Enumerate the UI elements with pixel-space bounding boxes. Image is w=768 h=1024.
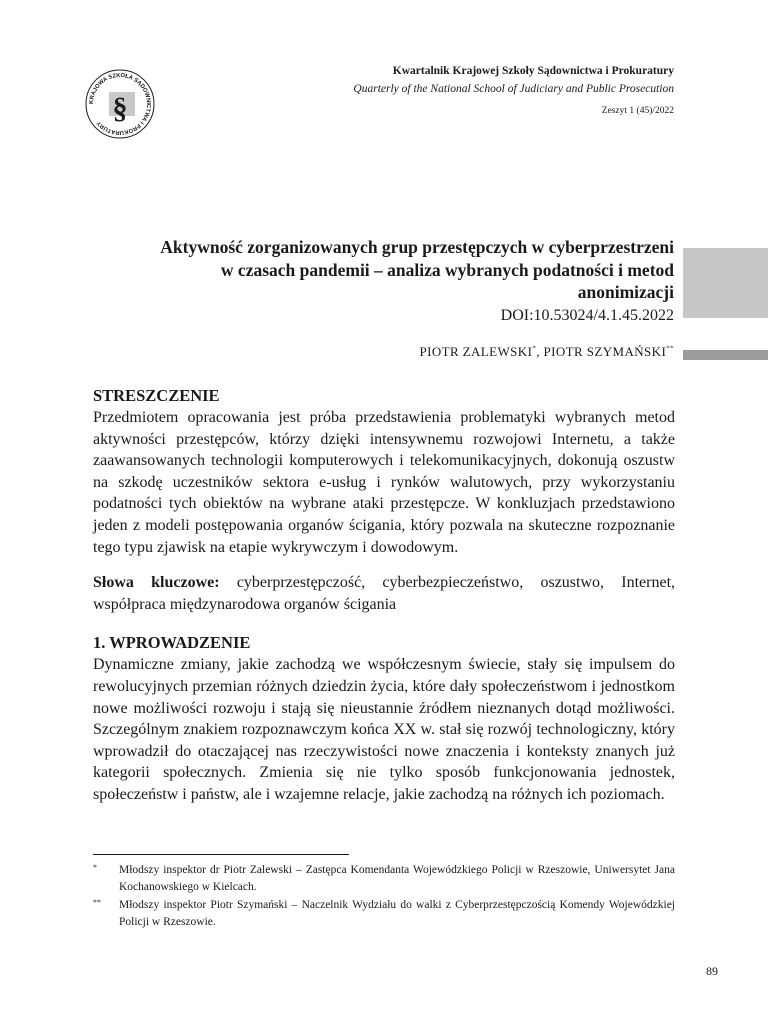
- seal-icon: [84, 68, 156, 140]
- side-tab-block: [683, 248, 768, 318]
- title-line: Aktywność zorganizowanych grup przestępczych w cyberprzestrzeni: [160, 237, 674, 257]
- footnote-rule: [93, 854, 349, 855]
- author-name: PIOTR ZALEWSKI: [419, 344, 533, 359]
- footnote: [93, 862, 675, 896]
- side-tab-line: [683, 350, 768, 360]
- footnotes: [93, 862, 675, 932]
- abstract-text: Przedmiotem opracowania jest próba przedstawienia problematyki wybranych metod aktywności przestępców, którzy dzięki intensywnemu rozwojowi Internetu, a także zaawansowanych technologii komputerowych i telekomunikacyjnych, dokonują oszustw na szkodę uczestników sektora e-usług i rynków walutowych, przy wykorzystaniu podatności tych obiektów na wybrane ataki przestępcze. W konkluzjach przedstawiono jeden z modeli postępowania organów ścigania, który pozwala na skuteczne rozpoznanie tego typu zjawisk na etapie wykrywczym i dowodowym.: [93, 409, 675, 556]
- author-name: PIOTR SZYMAŃSKI: [543, 344, 667, 359]
- footnote-mark: *: [93, 863, 97, 872]
- paragraph-symbol: §: [112, 92, 128, 125]
- doi: DOI:10.53024/4.1.45.2022: [500, 306, 674, 324]
- authors: [419, 344, 674, 360]
- journal-header: [353, 62, 674, 118]
- abstract-heading: STRESZCZENIE: [93, 386, 220, 405]
- page-number: 89: [706, 964, 718, 978]
- section-heading: 1. WPROWADZENIE: [93, 633, 251, 653]
- journal-logo: [84, 68, 156, 140]
- journal-title-polish: Kwartalnik Krajowej Szkoły Sądownictwa i Prokuratury: [392, 65, 674, 77]
- article-body: [93, 385, 675, 806]
- footnote-mark: **: [93, 898, 101, 907]
- article-title: [74, 236, 674, 304]
- keywords-text: cyberprzestępczość, cyberbezpieczeństwo, oszustwo, Internet, współpraca międzynarodowa organów ścigania: [93, 574, 676, 613]
- footnote-text: Młodszy inspektor Piotr Szymański – Naczelnik Wydziału do walki z Cyberprzestępczością Komendy Wojewódzkiej Policji w Rzeszowie.: [119, 899, 675, 928]
- logo-ring-text: KRAJOWA SZKOŁA SĄDOWNICTWA I PROKURATURY: [88, 72, 152, 136]
- issue-number: Zeszyt 1 (45)/2022: [601, 106, 674, 116]
- keywords-label: Słowa kluczowe:: [93, 574, 220, 592]
- keywords: [93, 572, 675, 615]
- section-text: Dynamiczne zmiany, jakie zachodzą we współczesnym świecie, stały się impulsem do rewolucyjnych przemian różnych dziedzin życia, które dały społeczeństwom i jednostkom nowe możliwości rozwoju i stają się nieustannie źródłem nieznanych dotąd możliwości. Szczególnym znakiem rozpoznawczym końca XX w. stał się rozwój technologiczny, który wprowadził do otaczającej nas rzeczywistości nowe znaczenia i konteksty znanych już kategorii społecznych. Zmienia się nie tylko sposób funkcjonowania jednostek, społeczeństw i państw, ale i wzajemne relacje, jakie zachodzą na różnych ich poziomach.: [93, 656, 675, 803]
- footnote: [93, 897, 675, 931]
- article-title-block: [74, 236, 674, 327]
- footnote-mark: **: [666, 344, 674, 353]
- journal-title-english: Quarterly of the National School of Judiciary and Public Prosecution: [353, 83, 674, 95]
- footnote-text: Młodszy inspektor dr Piotr Zalewski – Zastępca Komendanta Wojewódzkiego Policji w Rzeszowie, Uniwersytet Jana Kochanowskiego w Kielcach.: [119, 864, 675, 893]
- title-line: anonimizacji: [577, 282, 674, 302]
- author-separator: ,: [536, 344, 544, 359]
- footnote-mark: *: [532, 344, 537, 353]
- title-line: w czasach pandemii – analiza wybranych podatności i metod: [220, 259, 674, 280]
